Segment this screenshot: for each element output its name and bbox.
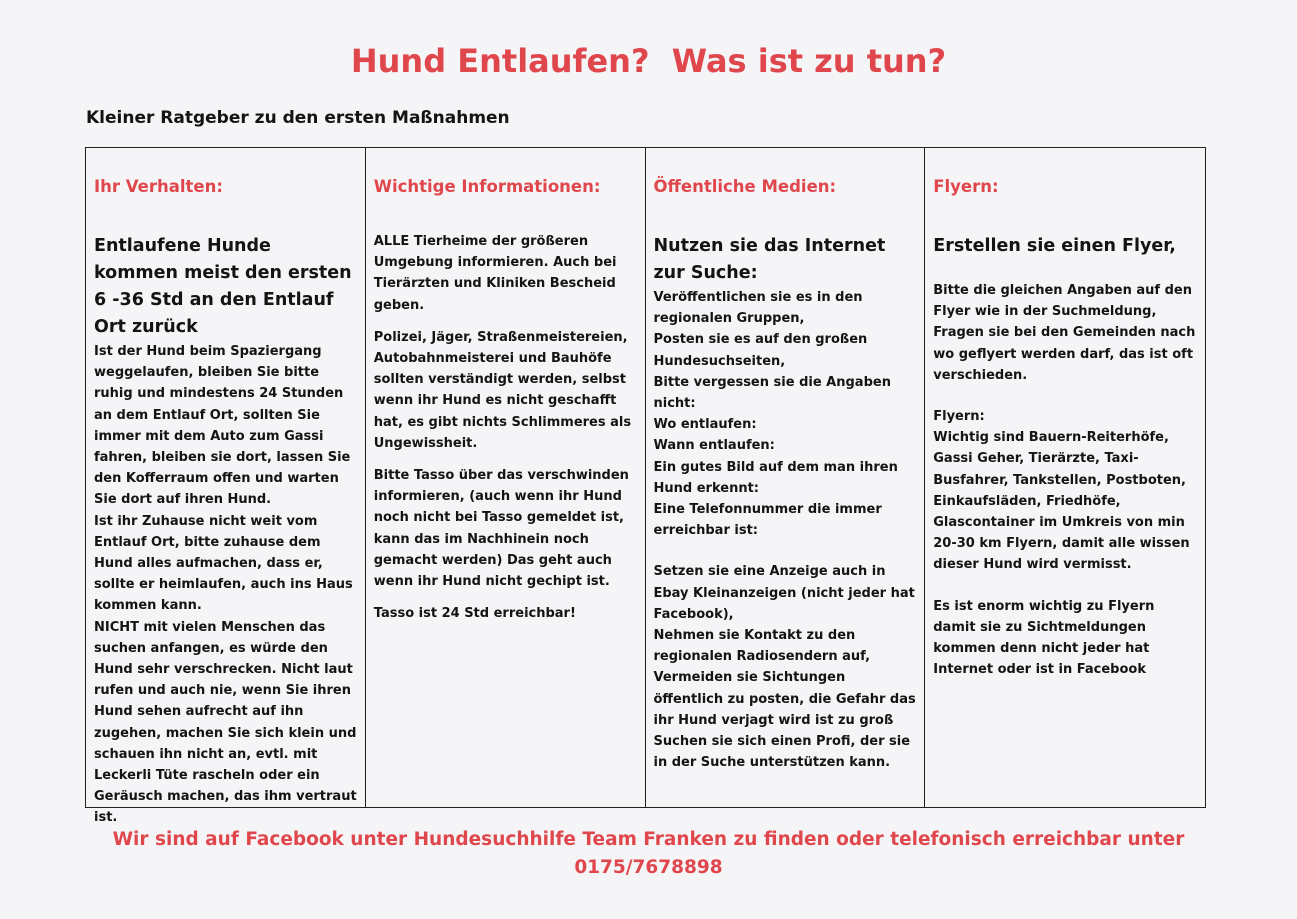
contact-footer (0, 826, 1297, 882)
column-behaviour (86, 148, 366, 826)
column-paragraph: Polizei, Jäger, Straßenmeistereien, Autobahnmeisterei und Bauhöfe sollten verständigt werden, selbst wenn ihr Hund es nicht geschafft hat, es gibt nichts Schlimmeres als Ungewissheit. (373, 329, 632, 451)
column-paragraph: Tasso ist 24 Std erreichbar! (373, 606, 576, 622)
column-public-media (646, 148, 926, 807)
column-paragraph: Bitte Tasso über das verschwinden informieren, (auch wenn ihr Hund noch nicht bei Tasso gemeldet ist, kann das im Nachhinein noch gemacht werden) Das geht auch wenn ihr Hund nicht gechipt ist. (373, 468, 629, 590)
footer-contact-text: Wir sind auf Facebook unter Hundesuchhilfe Team Franken zu finden oder telefonisch erreichbar unter (112, 829, 1185, 850)
column-heading: Wichtige Informationen: (373, 177, 601, 196)
column-paragraph: Veröffentlichen sie es in den regionalen Gruppen, Posten sie es auf den großen Hundesuchseiten, Bitte vergessen sie die Angaben nicht: Wo entlaufen: Wann entlaufen: Ein gutes Bild auf dem man ihren Hund erkennt: Eine Telefonnummer die immer erreichbar ist: (653, 290, 898, 539)
page-title: Hund Entlaufen? Was ist zu tun? (350, 42, 947, 80)
column-heading: Flyern: (933, 177, 999, 196)
column-paragraph: ALLE Tierheime der größeren Umgebung informieren. Auch bei Tierärzten und Kliniken Bescheid geben. (373, 234, 617, 313)
column-lead: Entlaufene Hunde kommen meist den ersten 6 -36 Std an den Entlauf Ort zurück (94, 236, 352, 337)
column-paragraph: Ist der Hund beim Spaziergang weggelaufen, bleiben Sie bitte ruhig und mindestens 24 Stunden an dem Entlauf Ort, sollten Sie immer mit dem Auto zum Gassi fahren, bleiben sie dort, lassen Sie den Kofferraum offen und warten Sie dort auf ihren Hund. Ist ihr Zuhause nicht weit vom Entlauf Ort, bitte zuhause dem Hund alles aufmachen, dass er, sollte er heimlaufen, auch ins Haus kommen kann. NICHT mit vielen Menschen das suchen anfangen, es würde den Hund sehr verschrecken. Nicht laut rufen und auch nie, wenn Sie ihren Hund sehen aufrecht auf ihn zugehen, machen Sie sich klein und schauen ihn nicht an, evtl. mit Leckerli Tüte rascheln oder ein Geräusch machen, das ihm vertraut ist. (94, 344, 357, 826)
column-paragraph: Flyern: Wichtig sind Bauern-Reiterhöfe, Gassi Geher, Tierärzte, Taxi-Busfahrer, Tankstellen, Postboten, Einkaufsläden, Friedhöfe, Glascontainer im Umkreis von min 20-30 km Flyern, damit alle wissen dieser Hund wird vermisst. (933, 409, 1190, 573)
column-heading: Öffentliche Medien: (653, 177, 837, 196)
page-subtitle: Kleiner Ratgeber zu den ersten Maßnahmen (86, 108, 510, 128)
footer-phone-number: 0175/7678898 (574, 857, 723, 878)
column-paragraph: Setzen sie eine Anzeige auch in Ebay Kleinanzeigen (nicht jeder hat Facebook), Nehmen sie Kontakt zu den regionalen Radiosendern auf, Vermeiden sie Sichtungen öffentlich zu posten, die Gefahr das ihr Hund verjagt wird ist zu groß Suchen sie sich einen Profi, der sie in der Suche unterstützen kann. (653, 564, 916, 771)
column-paragraph: Es ist enorm wichtig zu Flyern damit sie zu Sichtmeldungen kommen denn nicht jeder hat Internet oder ist in Facebook (933, 598, 1155, 678)
column-important-info (366, 148, 646, 807)
column-heading: Ihr Verhalten: (94, 177, 223, 196)
column-lead: Nutzen sie das Internet zur Suche: (653, 236, 886, 283)
column-lead: Erstellen sie einen Flyer, (933, 236, 1176, 256)
advice-table (85, 147, 1206, 826)
column-paragraph: Bitte die gleichen Angaben auf den Flyer wie in der Suchmeldung, Fragen sie bei den Gemeinden nach wo geflyert werden darf, das ist oft verschieden. (933, 283, 1196, 383)
column-flyers (925, 148, 1205, 807)
